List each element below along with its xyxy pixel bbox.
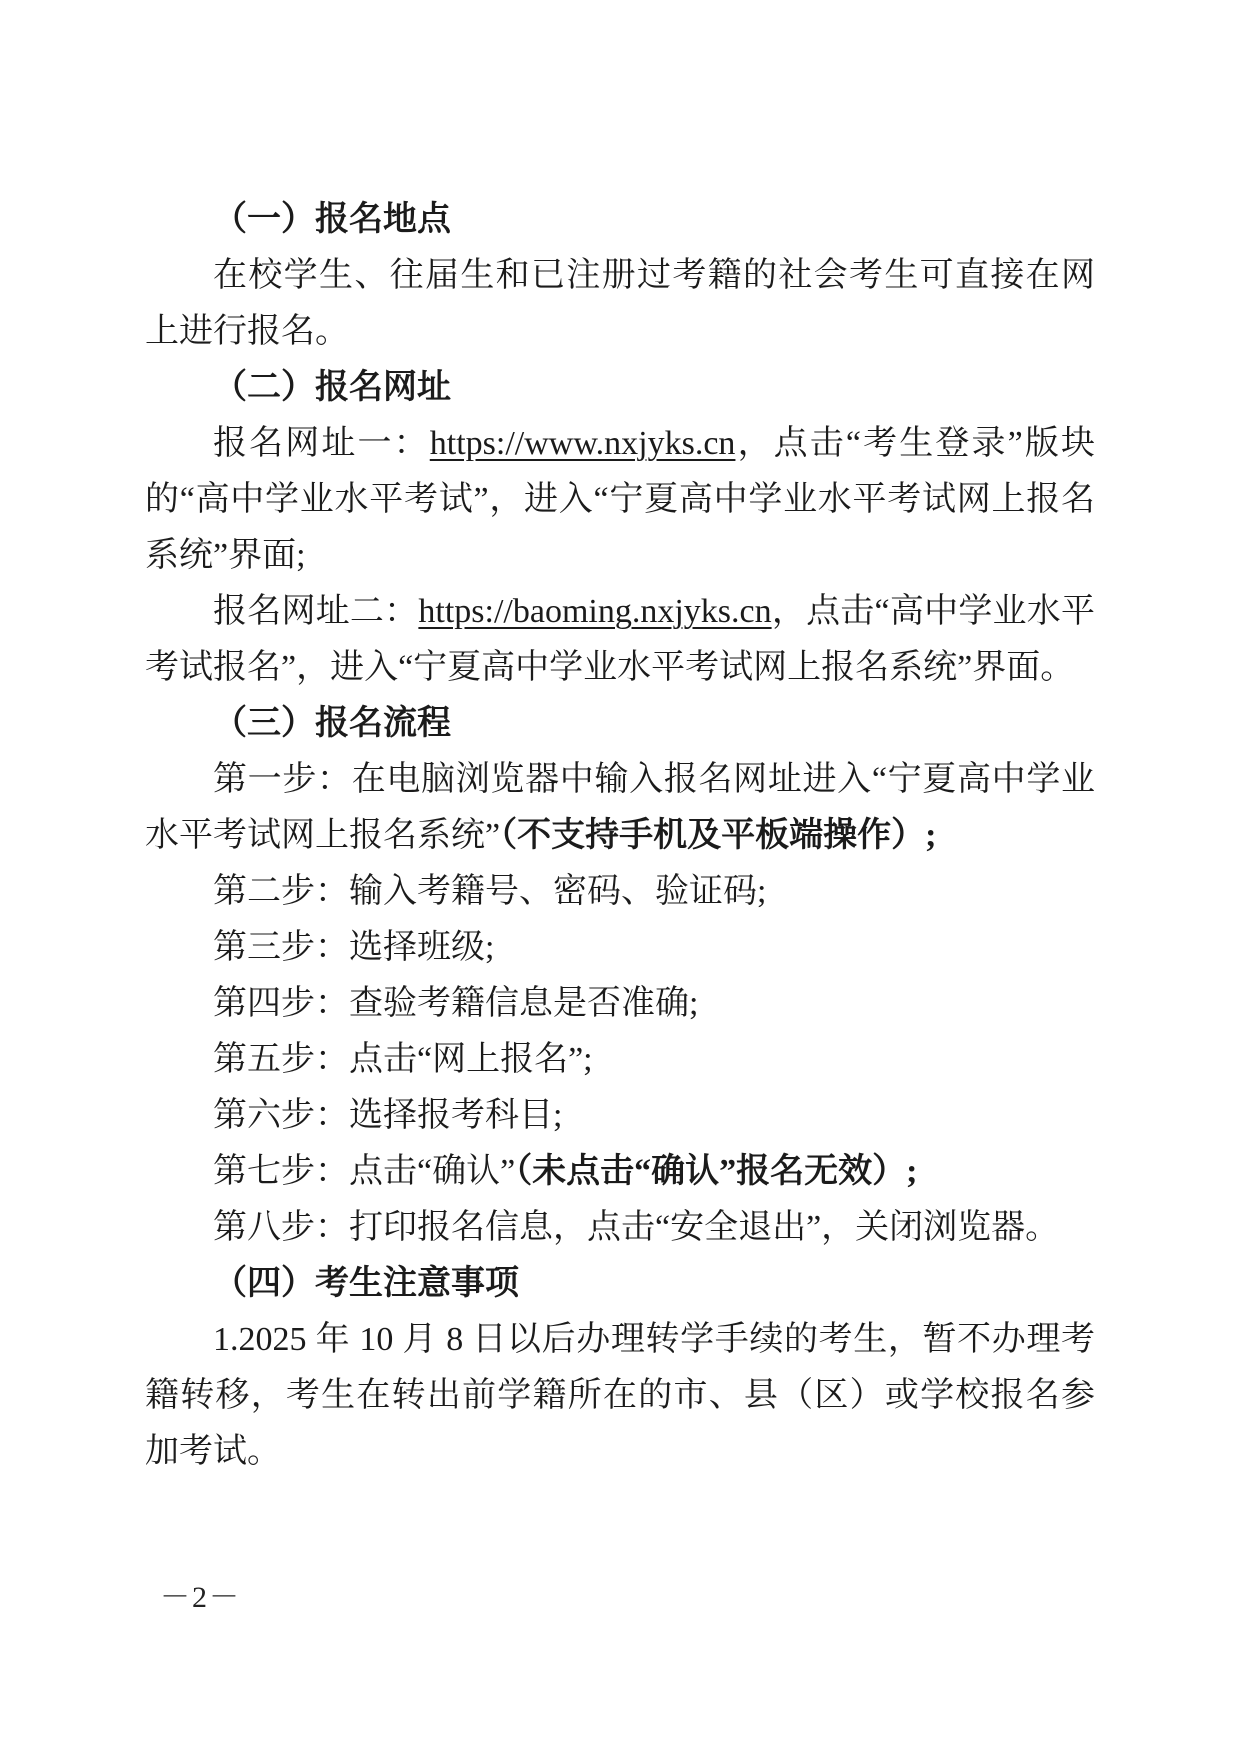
step-1-text: 第一步：在电脑浏览器中输入报名网址进入“宁夏高中学业水平考试网上报名系统”	[145, 761, 1095, 854]
section-4-heading: （四）考生注意事项	[213, 1265, 519, 1302]
step-7-text: 第七步：点击“确认”	[213, 1153, 516, 1190]
registration-url-1-link[interactable]: https://www.nxjyks.cn	[429, 425, 736, 462]
step-8-line: 第八步：打印报名信息，点击“安全退出”，关闭浏览器。	[213, 1209, 1060, 1246]
registration-url-2-link[interactable]: https://baoming.nxjyks.cn	[418, 593, 772, 630]
step-2-line: 第二步：输入考籍号、密码、验证码;	[213, 873, 767, 910]
page-number: －2－	[160, 1581, 241, 1614]
url-2-label: 报名网址二：	[213, 593, 419, 630]
section-1-paragraph: 在校学生、往届生和已注册过考籍的社会考生可直接在网上进行报名。	[145, 257, 1095, 350]
registration-url-1-paragraph	[145, 416, 1095, 584]
step-5-line: 第五步：点击“网上报名”;	[213, 1041, 593, 1078]
section-2-heading: （二）报名网址	[213, 369, 451, 406]
section-1-heading: （一）报名地点	[213, 201, 451, 238]
registration-url-2-paragraph	[145, 584, 1095, 696]
document-body	[145, 192, 1095, 1480]
step-7-line	[145, 1144, 1095, 1200]
section-3-heading: （三）报名流程	[213, 705, 451, 742]
step-1-warning: （不支持手机及平板端操作）;	[500, 817, 937, 854]
url-1-description: ，点击“考生登录”版块的“高中学业水平考试”，进入“宁夏高中学业水平考试网上报名系统”界面;	[145, 425, 1095, 574]
url-1-label: 报名网址一：	[213, 425, 430, 462]
step-7-warning: （未点击“确认”报名无效）;	[515, 1153, 918, 1190]
step-3-line: 第三步：选择班级;	[213, 929, 495, 966]
url-2-description: ，点击“高中学业水平考试报名”，进入“宁夏高中学业水平考试网上报名系统”界面。	[145, 593, 1096, 686]
step-4-line: 第四步：查验考籍信息是否准确;	[213, 985, 699, 1022]
section-4-paragraph: 1.2025 年 10 月 8 日以后办理转学手续的考生，暂不办理考籍转移，考生在转出前学籍所在的市、县（区）或学校报名参加考试。	[145, 1321, 1095, 1470]
step-6-line: 第六步：选择报考科目;	[213, 1097, 563, 1134]
step-1-line	[145, 752, 1095, 864]
